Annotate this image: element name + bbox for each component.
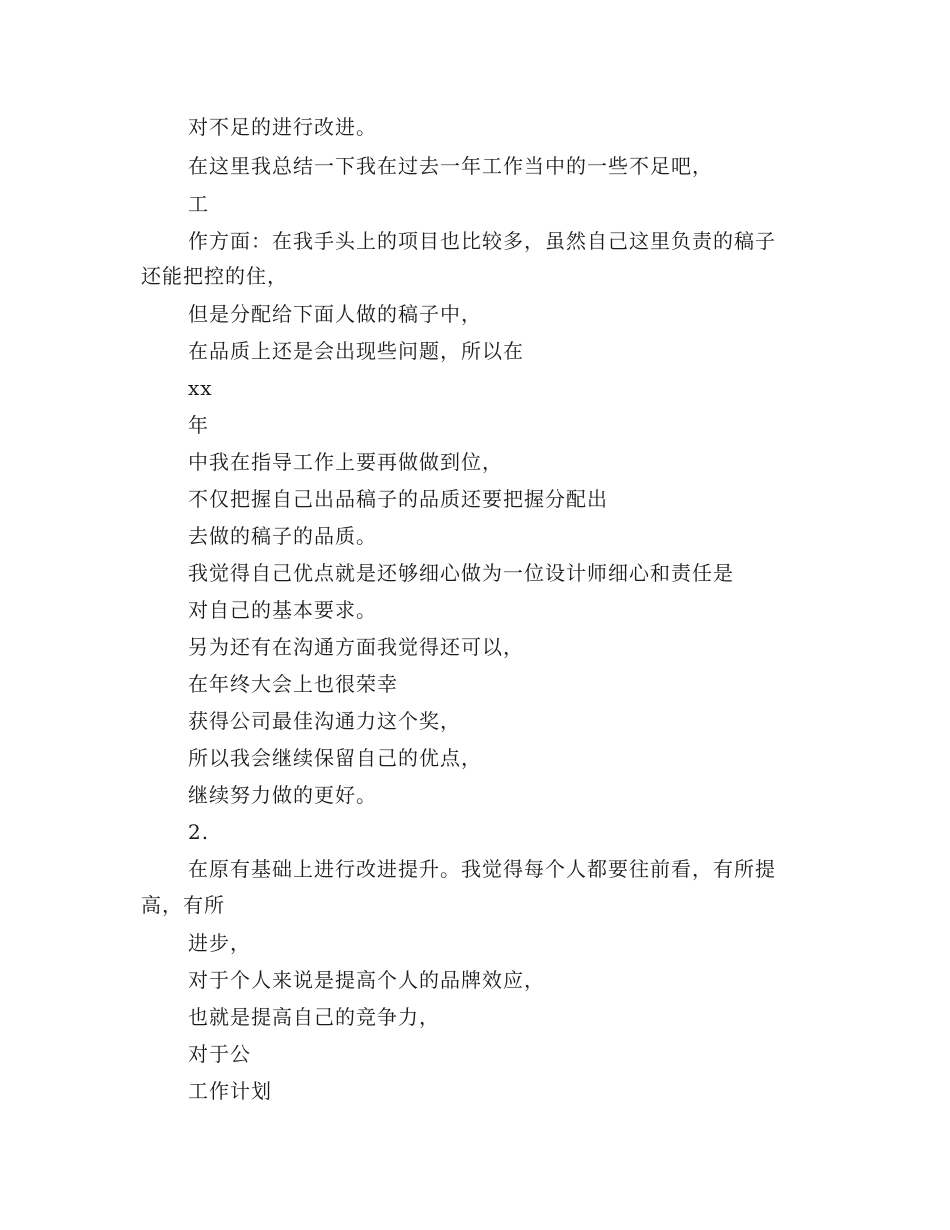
text-line: 在原有基础上进行改进提升。我觉得每个人都要往前看，有所提 — [188, 857, 776, 881]
text-line: 高，有所 — [141, 893, 225, 917]
text-line: 对于公 — [188, 1042, 251, 1066]
text-line: 工作计划 — [188, 1079, 272, 1103]
text-line: 继续努力做的更好。 — [188, 783, 377, 807]
text-line: 对自己的基本要求。 — [188, 598, 377, 622]
text-line: 在品质上还是会出现些问题，所以在 — [188, 339, 524, 363]
text-line: 对于个人来说是提高个人的品牌效应， — [188, 968, 545, 992]
text-line: 2. — [188, 820, 210, 844]
text-line: 另为还有在沟通方面我觉得还可以， — [188, 635, 524, 659]
text-line: 作方面：在我手头上的项目也比较多，虽然自己这里负责的稿子 — [188, 229, 776, 253]
text-line: 进步， — [188, 931, 251, 955]
text-line: xx — [188, 376, 213, 400]
text-line: 中我在指导工作上要再做做到位， — [188, 450, 503, 474]
text-line: 获得公司最佳沟通力这个奖， — [188, 709, 461, 733]
text-line: 我觉得自己优点就是还够细心做为一位设计师细心和责任是 — [188, 561, 734, 585]
text-line: 不仅把握自己出品稿子的品质还要把握分配出 — [188, 487, 608, 511]
text-line: 年 — [188, 413, 209, 437]
text-line: 在这里我总结一下我在过去一年工作当中的一些不足吧， — [188, 154, 713, 178]
text-line: 工 — [188, 192, 209, 216]
text-line: 所以我会继续保留自己的优点， — [188, 746, 482, 770]
text-line: 在年终大会上也很荣幸 — [188, 672, 398, 696]
text-line: 对不足的进行改进。 — [188, 115, 377, 139]
text-line: 去做的稿子的品质。 — [188, 524, 377, 548]
text-line: 也就是提高自己的竞争力， — [188, 1005, 440, 1029]
text-line: 还能把控的住， — [141, 264, 288, 288]
text-line: 但是分配给下面人做的稿子中， — [188, 302, 482, 326]
